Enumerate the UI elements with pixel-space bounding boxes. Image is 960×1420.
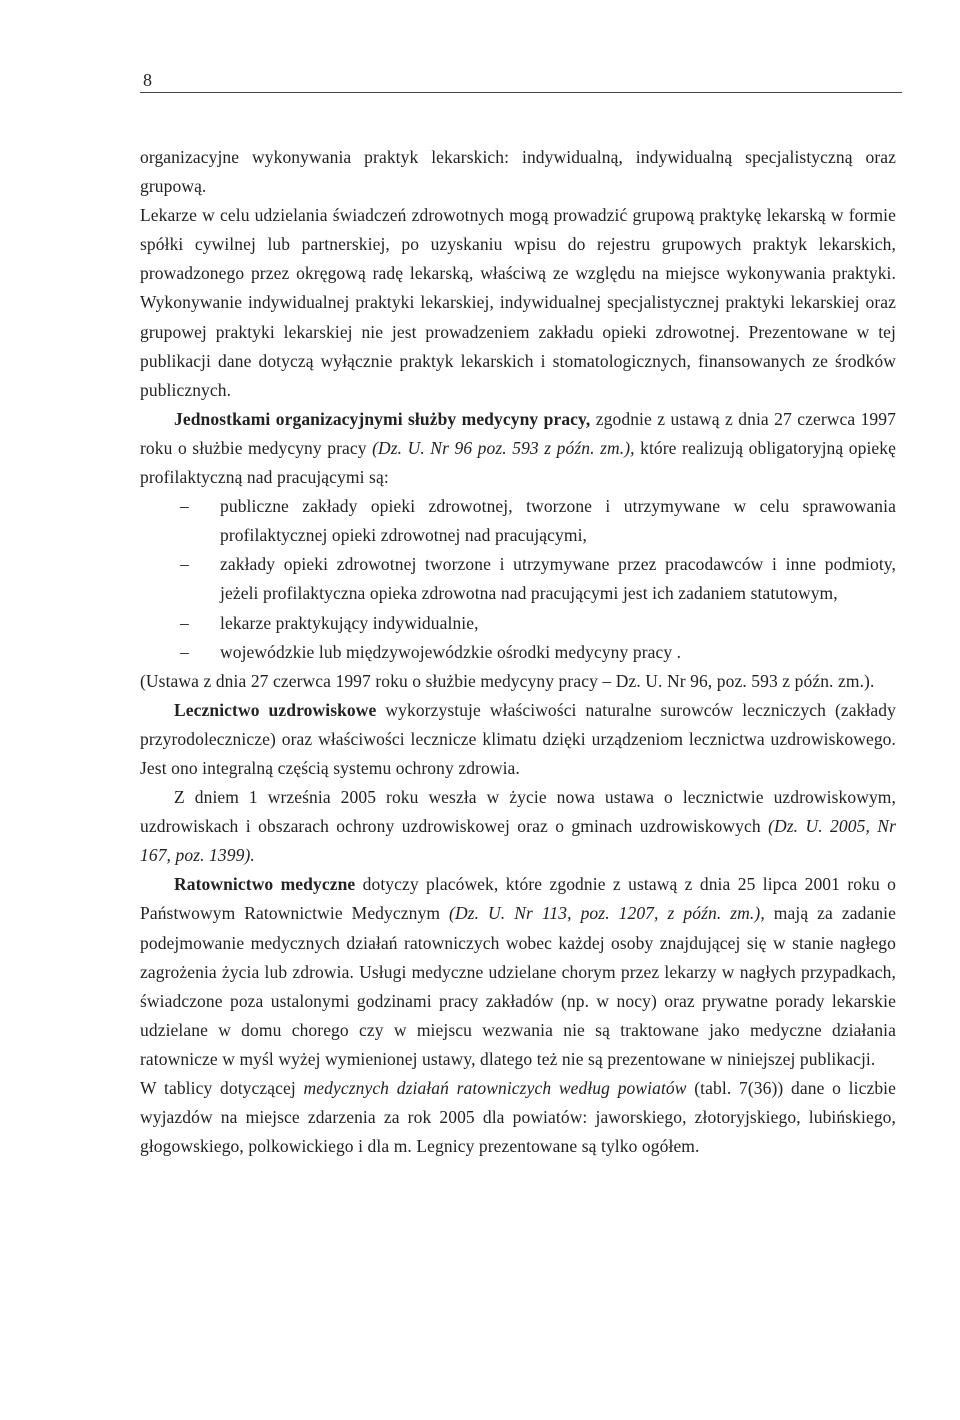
p5-text: wykorzystuje właściwości naturalne surowców leczniczych (zakłady przyrodolecznicze) oraz właściwości lecznicze klimatu dzięki urządzeniom lecznictwa uzdrowiskowego. Jest ono integralną częścią systemu ochrony zdrowia. [140, 699, 896, 778]
list-item [140, 492, 896, 550]
term-emergency-medicine: Ratownictwo medyczne [174, 874, 356, 895]
list-dash: – [180, 496, 189, 517]
term-occupational-units: Jednostkami organizacyjnymi służby medycyny pracy, [174, 408, 591, 429]
list-item-text: wojewódzkie lub międzywojewódzkie ośrodki medycyny pracy . [220, 641, 682, 662]
list-item [140, 609, 896, 638]
p3-text1: zgodnie z ustawą z dnia 27 czerwca 1997 roku o służbie medycyny pracy [140, 408, 896, 458]
list-item-text: publiczne zakłady opieki zdrowotnej, tworzone i utrzymywane w celu sprawowania profilaktycznej opieki zdrowotnej nad pracującymi, [220, 496, 896, 546]
paragraph-emergency-medicine [140, 870, 896, 1074]
list-dash: – [180, 641, 189, 662]
citation-spa-act: (Dz. U. 2005, Nr 167, poz. 1399). [140, 816, 896, 866]
p8-text2: (tabl. 7(36)) dane o liczbie wyjazdów na miejsce zdarzenia za rok 2005 dla powiatów: jaworskiego, złotoryjskiego, lubińskiego, głogowskiego, polkowickiego i dla m. Legnicy prezentowane są tylko ogółem. [140, 1078, 896, 1157]
paragraph-table-note [140, 1074, 896, 1161]
page-number: 8 [143, 70, 152, 90]
list-item [140, 638, 896, 667]
p8-text1: W tablicy dotyczącej [140, 1078, 304, 1098]
p3-text2: które realizują obligatoryjną opiekę profilaktyczną nad pracującymi są: [140, 437, 896, 488]
paragraph-practice-types: organizacyjne wykonywania praktyk lekarskich: indywidualną, indywidualną specjalistyczną oraz grupową. [140, 147, 896, 197]
paragraph-spa-treatment [140, 696, 896, 783]
list-item-text: lekarze praktykujący indywidualnie, [220, 612, 479, 633]
paragraph-spa-act [140, 783, 896, 870]
p6-text: Z dniem 1 września 2005 roku weszła w życie nowa ustawa o lecznictwie uzdrowiskowym, uzdrowiskach i obszarach ochrony uzdrowiskowej oraz o gminach uzdrowiskowych [140, 787, 896, 837]
p7-text1: dotyczy placówek, które zgodnie z ustawą z dnia 25 lipca 2001 roku o Państwowym Ratownictwie Medycznym [140, 874, 896, 924]
header-rule [140, 92, 902, 93]
occupational-units-list [140, 492, 896, 667]
paragraph-occupational-medicine [140, 405, 896, 492]
citation-emergency-act: (Dz. U. Nr 113, poz. 1207, z późn. zm.), [449, 903, 765, 924]
p7-text2: mają za zadanie podejmowanie medycznych działań ratowniczych wobec każdej osoby znajdującej się w stanie nagłego zagrożenia życia lub zdrowia. Usługi medyczne udzielane chorym przez lekarzy w nagłych przypadkach, świadczone poza ustalonymi godzinami pracy zakładów (np. w nocy) oraz prywatne porady lekarskie udzielane w domu chorego czy w miejscu wezwania nie są traktowane jako medyczne działania ratownicze w myśl wyżej wymienionej ustawy, dlatego też nie są prezentowane w niniejszej publikacji. [140, 903, 897, 1069]
list-item-text: zakłady opieki zdrowotnej tworzone i utrzymywane przez pracodawców i inne podmioty, jeżeli profilaktyczna opieka zdrowotna nad pracującymi jest ich zadaniem statutowym, [220, 554, 896, 604]
body-text [140, 143, 896, 1161]
list-item [140, 550, 896, 608]
list-dash: – [180, 554, 189, 575]
citation-occupational-act: (Dz. U. Nr 96 poz. 593 z późn. zm.), [372, 437, 635, 458]
paragraph-group-practice: Lekarze w celu udzielania świadczeń zdrowotnych mogą prowadzić grupową praktykę lekarską w formie spółki cywilnej lub partnerskiej, po uzyskaniu wpisu do rejestru grupowych praktyk lekarskich, prowadzonego przez okręgową radę lekarską, właściwą ze względu na miejsce wykonywania praktyki. Wykonywanie indywidualnej praktyki lekarskiej, indywidualnej specjalistycznej praktyki lekarskiej oraz grupowej praktyki lekarskiej nie jest prowadzeniem zakładu opieki zdrowotnej. Prezentowane w tej publikacji dane dotyczą wyłącznie praktyk lekarskich i stomatologicznych, finansowanych ze środków publicznych. [140, 205, 896, 400]
list-dash: – [180, 612, 189, 633]
table-title-reference: medycznych działań ratowniczych według powiatów [303, 1078, 687, 1098]
paragraph-act-reference: (Ustawa z dnia 27 czerwca 1997 roku o służbie medycyny pracy – Dz. U. Nr 96, poz. 593 z późn. zm.). [140, 670, 875, 691]
term-spa-treatment: Lecznictwo uzdrowiskowe [174, 699, 377, 720]
